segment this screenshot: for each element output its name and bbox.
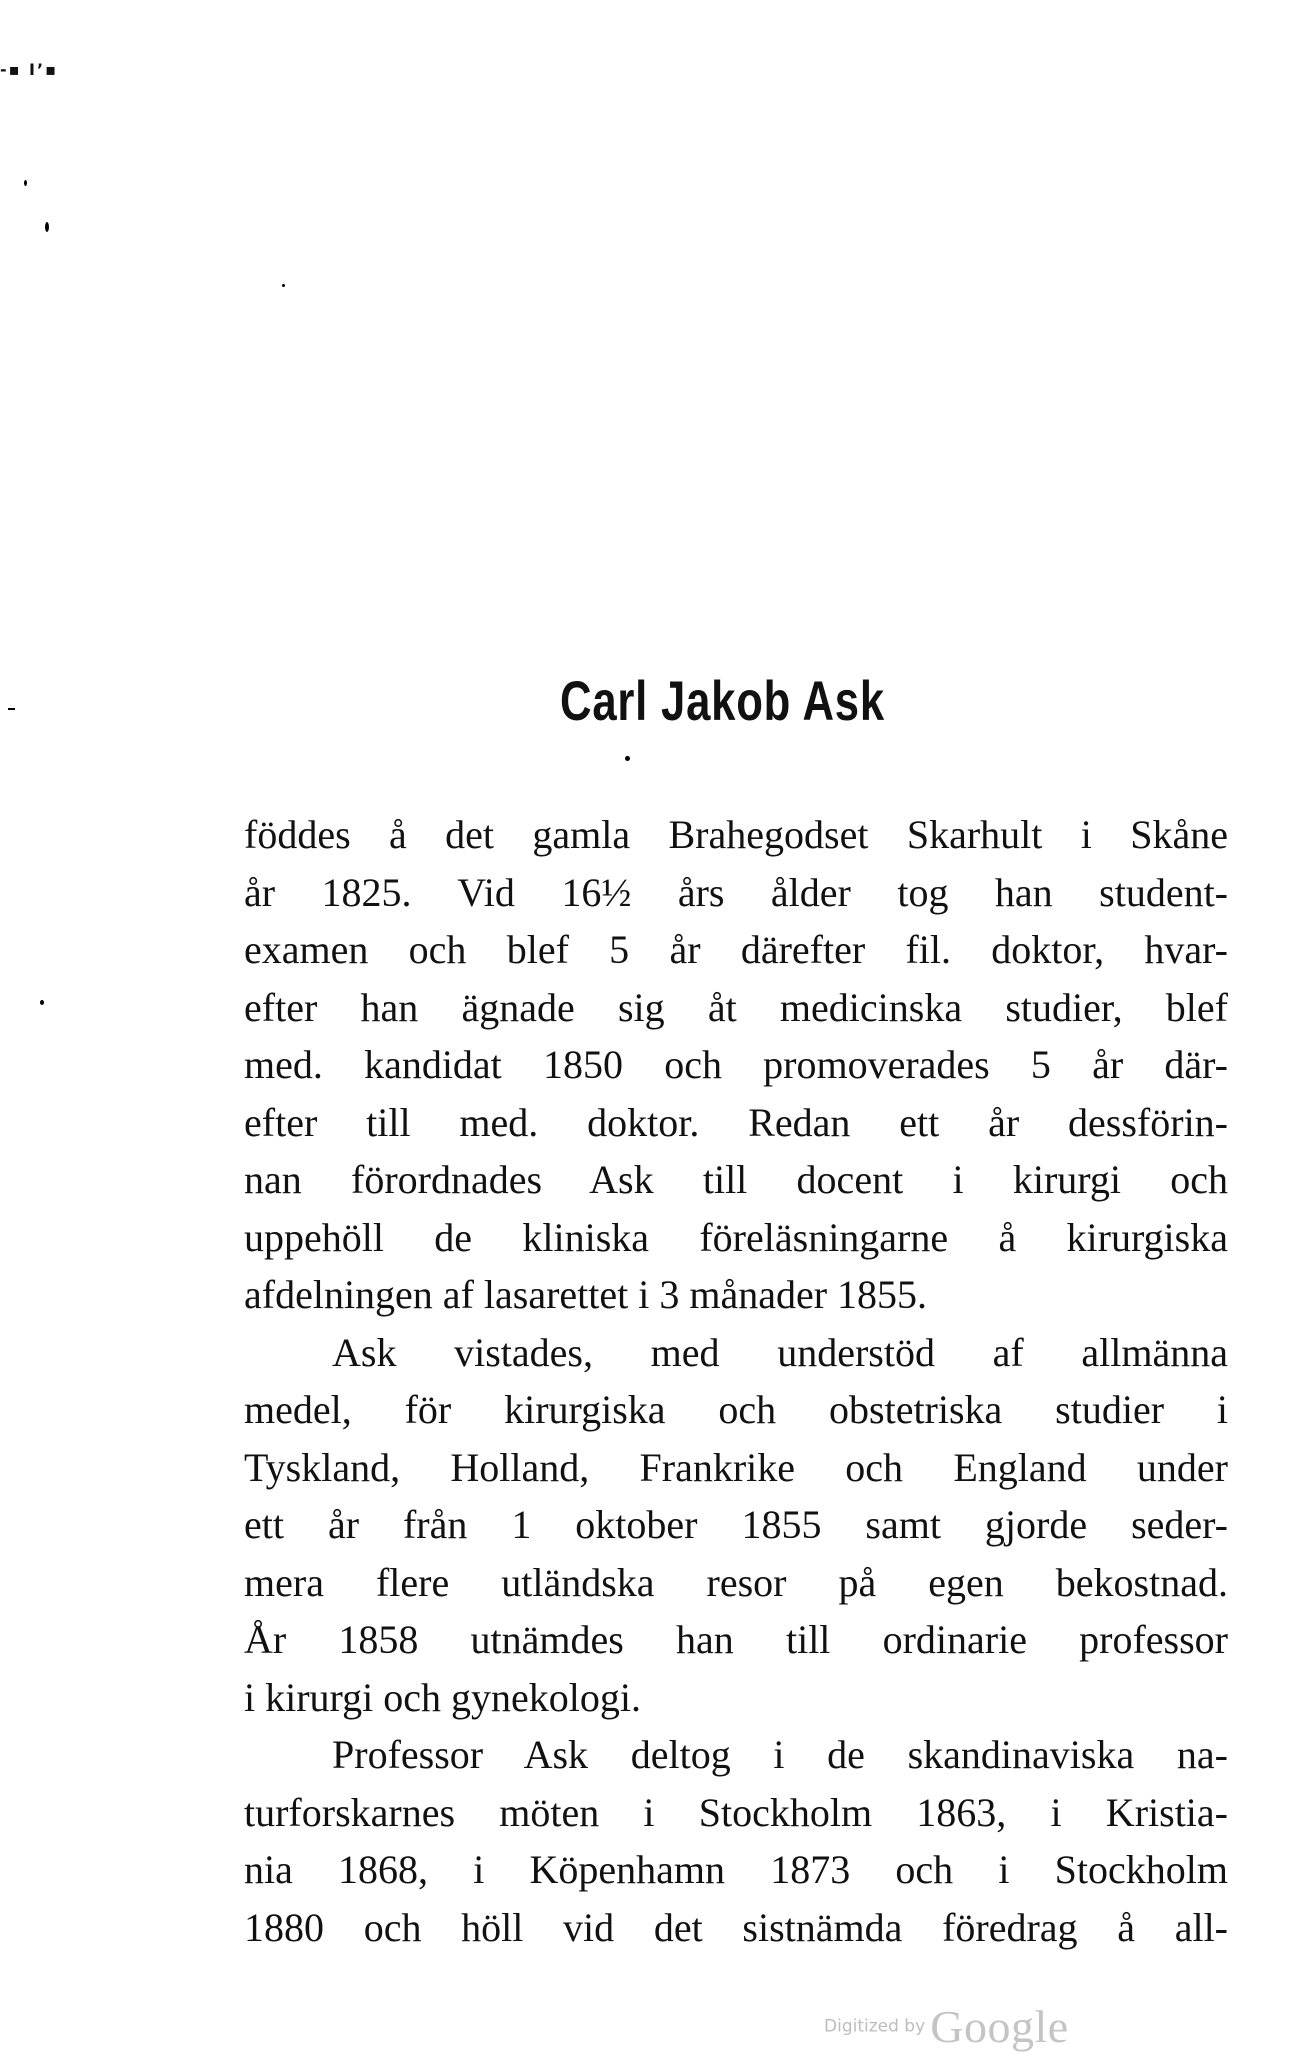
- paragraph-3: [244, 1726, 1228, 1956]
- paragraph-1: [244, 806, 1228, 1324]
- text-line: i kirurgi och gynekologi.: [244, 1674, 641, 1720]
- text-line: mera flere utländska resor på egen bekostnad.: [244, 1559, 1228, 1605]
- text-line: turforskarnes möten i Stockholm 1863, i Kristia-: [244, 1789, 1228, 1835]
- text-line: examen och blef 5 år därefter fil. doktor, hvar-: [244, 927, 1228, 972]
- text-line: Professor Ask deltog i de skandinaviska na-: [332, 1732, 1228, 1777]
- text-line: 1880 och höll vid det sistnämda föredrag å all-: [244, 1904, 1228, 1950]
- text-line: år 1825. Vid 16½ års ålder tog han student-: [244, 869, 1228, 915]
- paragraph-2: [244, 1324, 1228, 1727]
- text-line: efter han ägnade sig åt medicinska studier, blef: [244, 984, 1228, 1030]
- scan-header-mark: -▪ I’▪: [0, 60, 58, 79]
- text-line: Ask vistades, med understöd af allmänna: [332, 1329, 1228, 1375]
- scan-speck: [282, 284, 285, 287]
- text-line: nia 1868, i Köpenhamn 1873 och i Stockholm: [244, 1847, 1228, 1892]
- page-title: Carl Jakob Ask: [560, 669, 885, 732]
- scan-speck: [45, 222, 49, 232]
- scan-speck: [625, 756, 630, 761]
- google-logo: Google: [930, 2001, 1069, 2052]
- text-line: nan förordnades Ask till docent i kirurgi och: [244, 1157, 1228, 1202]
- scan-speck: [24, 180, 27, 186]
- scan-speck: [40, 1000, 44, 1005]
- digitized-label: Digitized by: [824, 2016, 926, 2037]
- text-line: Tyskland, Holland, Frankrike och England under: [244, 1444, 1228, 1490]
- text-line: ett år från 1 oktober 1855 samt gjorde seder-: [244, 1502, 1228, 1547]
- text-line: uppehöll de kliniska föreläsningarne å kirurgiska: [244, 1214, 1228, 1260]
- text-line: föddes å det gamla Brahegodset Skarhult i Skåne: [244, 812, 1228, 857]
- text-line: medel, för kirurgiska och obstetriska studier i: [244, 1387, 1228, 1432]
- digitization-watermark: [824, 2000, 1069, 2053]
- text-line: afdelningen af lasarettet i 3 månader 1855.: [244, 1272, 928, 1317]
- scan-speck: [8, 708, 15, 710]
- body-text: [244, 806, 1228, 1956]
- text-line: med. kandidat 1850 och promoverades 5 år där-: [244, 1042, 1228, 1087]
- text-line: efter till med. doktor. Redan ett år dessförin-: [244, 1099, 1228, 1145]
- text-line: År 1858 utnämdes han till ordinarie professor: [244, 1617, 1228, 1662]
